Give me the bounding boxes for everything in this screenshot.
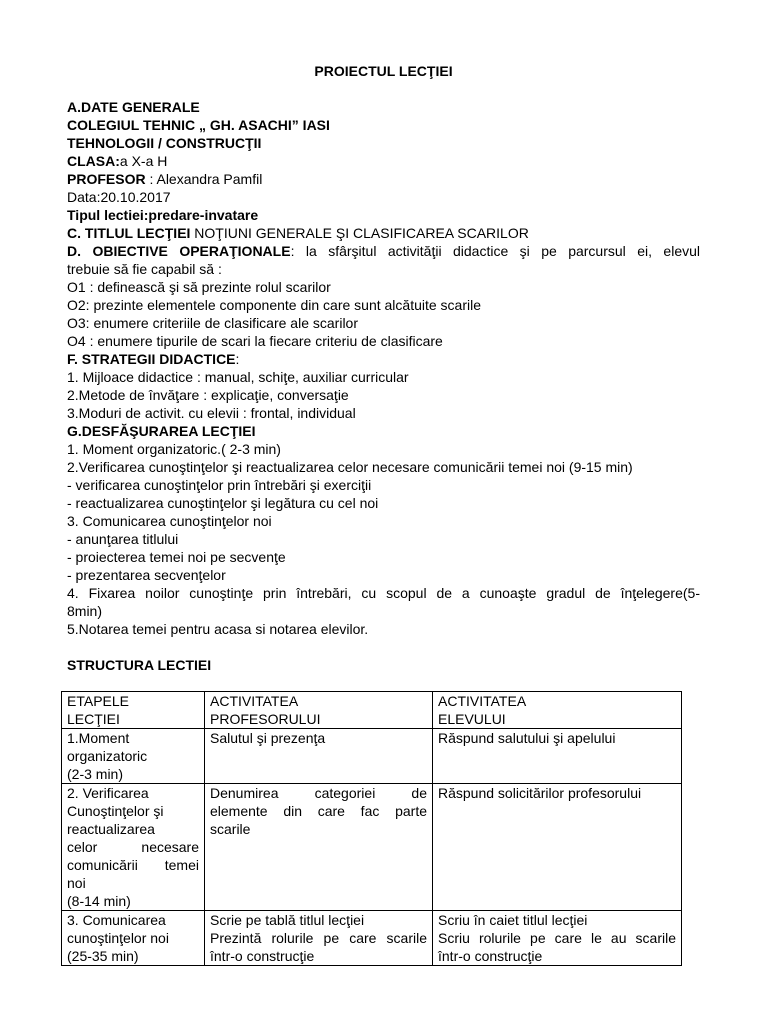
student-cell: Răspund salutului şi apelului bbox=[433, 729, 682, 784]
lesson-step: - reactualizarea cunoştinţelor şi legătura cu cel noi bbox=[67, 495, 379, 511]
lesson-step: - proiecterea temei noi pe secvenţe bbox=[67, 549, 286, 565]
date-line: Data:20.10.2017 bbox=[67, 189, 171, 205]
teacher-value: : Alexandra Pamfil bbox=[145, 171, 263, 187]
lesson-title-line bbox=[67, 224, 700, 242]
teacher-line bbox=[67, 170, 700, 188]
table-row bbox=[62, 911, 682, 966]
objective-item: O2: prezinte elementele componente din care sunt alcătuite scarile bbox=[67, 297, 482, 313]
section-f-letter: F bbox=[67, 351, 74, 367]
strategies-heading bbox=[67, 350, 700, 368]
subject-name: TEHNOLOGII / CONSTRUCŢII bbox=[67, 135, 262, 151]
lesson-type: Tipul lectiei:predare-invatare bbox=[67, 207, 259, 223]
class-line bbox=[67, 152, 700, 170]
section-f-label: . STRATEGII DIDACTICE bbox=[74, 351, 236, 367]
lesson-structure-table bbox=[61, 691, 682, 966]
lesson-step-4-line1: 4. Fixarea noilor cunoştinţe prin întrebări, cu scopul de a cunoaşte gradul de înţelegere(5- bbox=[67, 585, 700, 601]
header-student-activity: ACTIVITATEA ELEVULUI bbox=[433, 692, 682, 729]
document-title: PROIECTUL LECŢIEI bbox=[314, 63, 453, 79]
strategy-item: 3.Moduri de activit. cu elevii : frontal, individual bbox=[67, 405, 356, 421]
section-d-letter: D bbox=[67, 243, 78, 259]
teacher-cell: Scrie pe tablă titlul lecţiei Prezintă rolurile pe care scarile într-o construcţie bbox=[205, 911, 433, 966]
lesson-title-value: NOŢIUNI GENERALE ŞI CLASIFICAREA SCARILOR bbox=[190, 225, 529, 241]
header-teacher-activity: ACTIVITATEA PROFESORULUI bbox=[205, 692, 433, 729]
strategy-item: 2.Metode de învăţare : explicaţie, conversaţie bbox=[67, 387, 349, 403]
section-g-heading: G.DESFĂŞURAREA LECŢIEI bbox=[67, 423, 256, 439]
lesson-step: 2.Verificarea cunoştinţelor şi reactualizarea celor necesare comunicării temei noi (9-15 min) bbox=[67, 459, 633, 475]
strategy-item: 1. Mijloace didactice : manual, schiţe, auxiliar curricular bbox=[67, 369, 409, 385]
stage-cell: 3. Comunicarea cunoştinţelor noi (25-35 min) bbox=[62, 911, 205, 966]
table-row bbox=[62, 729, 682, 784]
objectives-intro-text: : la sfârşitul activităţii didactice şi pe parcursul ei, elevul bbox=[290, 243, 700, 259]
objectives-intro-line1 bbox=[67, 242, 700, 260]
section-d-label: . OBIECTIVE OPERAŢIONALE bbox=[77, 243, 291, 259]
table-row bbox=[62, 784, 682, 911]
lesson-plan-document bbox=[67, 62, 700, 966]
lesson-step: - verificarea cunoştinţelor prin întrebări şi exerciţii bbox=[67, 477, 372, 493]
lesson-step-5: 5.Notarea temei pentru acasa si notarea elevilor. bbox=[67, 621, 369, 637]
section-f-colon: : bbox=[235, 351, 240, 367]
lesson-step-4-line2: 8min) bbox=[67, 603, 103, 619]
header-stages: ETAPELE LECŢIEI bbox=[62, 692, 205, 729]
lesson-step: - prezentarea secvenţelor bbox=[67, 567, 226, 583]
stage-cell: 2. Verificarea Cunoştinţelor şi reactualizarea celor necesare comunicării temei noi (8-14 min) bbox=[62, 784, 205, 911]
teacher-cell: Denumirea categoriei de elemente din care fac parte scarile bbox=[205, 784, 433, 911]
school-name: COLEGIUL TEHNIC „ GH. ASACHI” IASI bbox=[67, 117, 330, 133]
section-a-heading: A.DATE GENERALE bbox=[67, 99, 200, 115]
stage-cell: 1.Moment organizatoric (2-3 min) bbox=[62, 729, 205, 784]
class-label: CLASA: bbox=[67, 153, 120, 169]
teacher-label: PROFESOR bbox=[67, 171, 146, 187]
objectives-intro-line2: trebuie să fie capabil să : bbox=[67, 261, 222, 277]
lesson-step: - anunţarea titlului bbox=[67, 531, 179, 547]
teacher-cell: Salutul şi prezenţa bbox=[205, 729, 433, 784]
structure-heading: STRUCTURA LECTIEI bbox=[67, 657, 212, 673]
objective-item: O1 : definească şi să prezinte rolul scarilor bbox=[67, 279, 331, 295]
lesson-step: 1. Moment organizatoric.( 2-3 min) bbox=[67, 441, 281, 457]
table-header-row bbox=[62, 692, 682, 729]
section-c-label: . TITLUL LECŢIEI bbox=[77, 225, 191, 241]
student-cell: Scriu în caiet titlul lecţiei Scriu rolurile pe care le au scarile într-o construcţie bbox=[433, 911, 682, 966]
objective-item: O4 : enumere tipurile de scari la fiecare criteriu de clasificare bbox=[67, 333, 443, 349]
class-value: a X-a H bbox=[119, 153, 168, 169]
section-c-letter: C bbox=[67, 225, 78, 241]
student-cell: Răspund solicitărilor profesorului bbox=[433, 784, 682, 911]
lesson-step: 3. Comunicarea cunoştinţelor noi bbox=[67, 513, 272, 529]
objective-item: O3: enumere criteriile de clasificare ale scarilor bbox=[67, 315, 358, 331]
